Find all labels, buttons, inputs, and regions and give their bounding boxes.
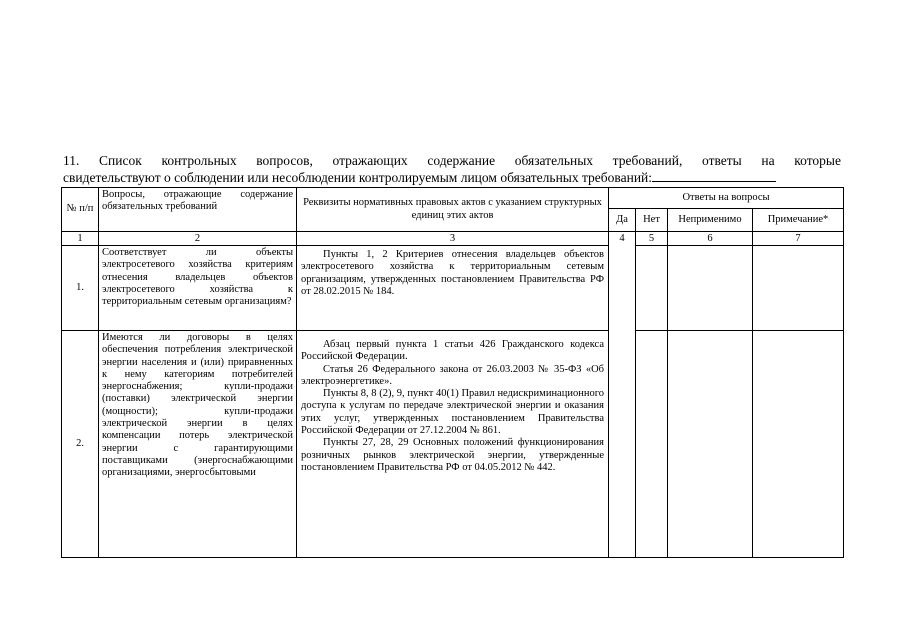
answer-note-cell[interactable] bbox=[753, 246, 844, 331]
row-requisites bbox=[297, 331, 609, 558]
col-number: 2 bbox=[99, 232, 297, 246]
requisite-paragraph: Пункты 27, 28, 29 Основных положений функционирования розничных рынков электрической энергии, утвержденные постановлением Правительства РФ от 04.05.2012 № 442. bbox=[301, 437, 604, 473]
requisite-paragraph: Пункты 8, 8 (2), 9, пункт 40(1) Правил недискриминационного доступа к услугам по передаче электрической энергии и оказания этих услуг, утвержденных постановлением Правительства Российской Федерации от 27.12.2004 № 861. bbox=[301, 388, 604, 437]
row-requisites bbox=[297, 246, 609, 331]
header-answers: Ответы на вопросы bbox=[609, 188, 844, 209]
answer-na-cell[interactable] bbox=[668, 331, 753, 558]
column-number-row bbox=[62, 232, 844, 246]
col-number: 7 bbox=[753, 232, 844, 246]
requisite-paragraph: Пункты 1, 2 Критериев отнесения владельцев объектов электросетевого хозяйства к территориальным сетевым организациям, утвержденных постановлением Правительства РФ от 28.02.2015 № 184. bbox=[301, 249, 604, 297]
header-yes: Да bbox=[609, 209, 636, 232]
header-na: Неприменимо bbox=[668, 209, 753, 232]
col-number: 1 bbox=[62, 232, 99, 246]
col-number: 5 bbox=[636, 232, 668, 246]
blank-underline bbox=[652, 169, 776, 182]
requisite-paragraph: Статья 26 Федерального закона от 26.03.2003 № 35-ФЗ «Об электроэнергетике». bbox=[301, 363, 604, 387]
col-number: 4 bbox=[609, 232, 636, 246]
table-row bbox=[62, 246, 844, 331]
header-question: Вопросы, отражающие содержание обязательных требований bbox=[99, 188, 297, 232]
header-note: Примечание* bbox=[753, 209, 844, 232]
row-num: 1. bbox=[62, 246, 99, 331]
answer-yes-cell[interactable] bbox=[609, 246, 636, 331]
heading-line-2: свидетельствуют о соблюдении или несоблюдении контролируемым лицом обязательных требований: bbox=[63, 169, 841, 186]
checklist-table bbox=[61, 187, 844, 558]
section-heading bbox=[63, 153, 841, 186]
header-num: № п/п bbox=[62, 188, 99, 232]
answer-no-cell[interactable] bbox=[636, 331, 668, 558]
header-no: Нет bbox=[636, 209, 668, 232]
row-question: Имеются ли договоры в целях обеспечения потребления электрической энергии населения и (или) приравненных к нему категориям потребителей энергоснабжения; купли-продажи (поставки) электрической энергии (мощности); купли-продажи электрической энергии в целях компенсации потерь электрической энергии с гарантирующими поставщиками (энергоснабжающими организациями, энергосбытовыми bbox=[99, 331, 297, 558]
answer-na-cell[interactable] bbox=[668, 246, 753, 331]
row-question: Соответствует ли объекты электросетевого хозяйства критериям отнесения владельцев объектов электросетевого хозяйства к территориальным сетевым организациям? bbox=[99, 246, 297, 331]
requisite-paragraph: Абзац первый пункта 1 статьи 426 Гражданского кодекса Российской Федерации. bbox=[301, 339, 604, 363]
header-requisites: Реквизиты нормативных правовых актов с указанием структурных единиц этих актов bbox=[297, 188, 609, 232]
col-number: 6 bbox=[668, 232, 753, 246]
heading-line-1: 11. Список контрольных вопросов, отражающих содержание обязательных требований, ответы на которые bbox=[63, 153, 841, 168]
answer-no-cell[interactable] bbox=[636, 246, 668, 331]
col-number: 3 bbox=[297, 232, 609, 246]
table-row bbox=[62, 331, 844, 558]
row-num: 2. bbox=[62, 331, 99, 558]
answer-note-cell[interactable] bbox=[753, 331, 844, 558]
answer-yes-cell[interactable] bbox=[609, 331, 636, 558]
header-row-1 bbox=[62, 188, 844, 209]
